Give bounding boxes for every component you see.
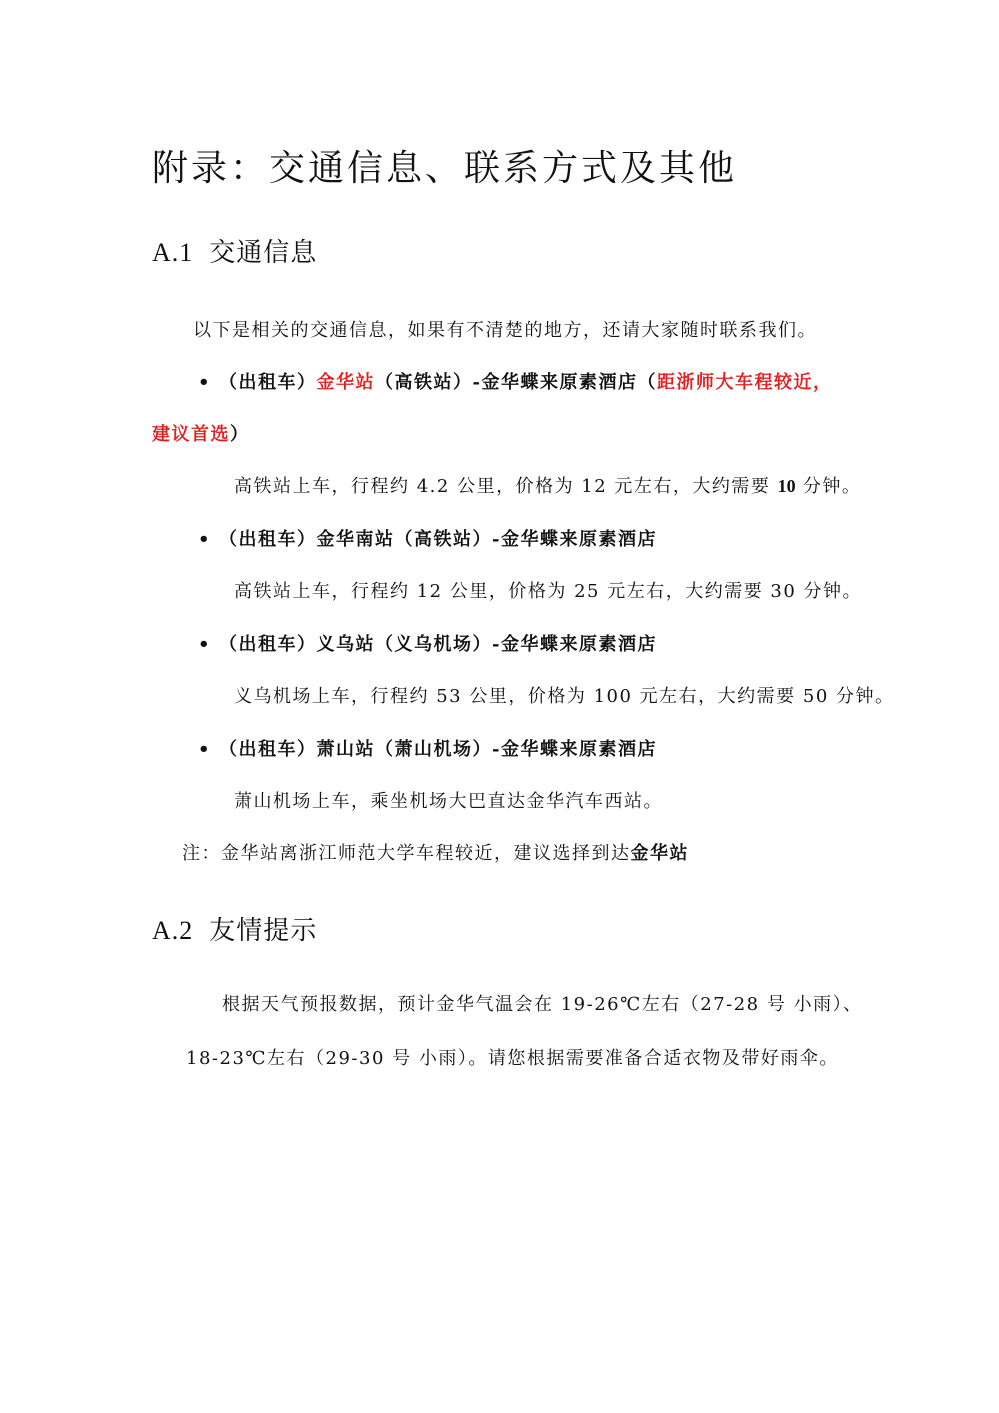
bullet-icon: • <box>198 739 212 760</box>
transport-item-3-detail: 义乌机场上车，行程约 53 公里，价格为 100 元左右，大约需要 50 分钟。 <box>234 686 895 707</box>
transport-item-1 <box>198 368 833 394</box>
section-number: A.2 <box>152 916 194 945</box>
section-title: 交通信息 <box>209 238 318 268</box>
transport-note <box>182 839 689 865</box>
item-recommend-note: 距浙师大车程较近， <box>657 372 833 393</box>
item-label: （出租车）义乌站（义乌机场）-金华蝶来原素酒店 <box>219 634 657 655</box>
item-station: 金华站 <box>316 372 376 393</box>
note-station: 金华站 <box>630 843 689 864</box>
transport-intro: 以下是相关的交通信息，如果有不清楚的地方，还请大家随时联系我们。 <box>193 320 817 341</box>
transport-item-1-cont <box>152 420 250 446</box>
transport-item-2 <box>198 525 657 551</box>
detail-text-end: 分钟。 <box>795 476 862 497</box>
item-close: ） <box>230 424 250 445</box>
transport-item-1-detail <box>234 472 861 498</box>
note-text: 注：金华站离浙江师范大学车程较近，建议选择到达 <box>182 843 631 864</box>
item-label: （出租车）金华南站（高铁站）-金华蝶来原素酒店 <box>219 529 657 550</box>
section-number: A.1 <box>152 238 194 267</box>
item-label: （出租车）萧山站（萧山机场）-金华蝶来原素酒店 <box>219 739 657 760</box>
item-recommend-note-2: 建议首选 <box>152 424 230 445</box>
item-prefix: （出租车） <box>219 372 317 393</box>
section-heading-tips <box>152 910 317 947</box>
section-title: 友情提示 <box>209 916 318 946</box>
detail-text: 高铁站上车，行程约 4.2 公里，价格为 12 元左右，大约需要 <box>234 476 778 497</box>
bullet-icon: • <box>198 529 212 550</box>
weather-line-1: 根据天气预报数据，预计金华气温会在 19-26℃左右（27-28 号 小雨）、 <box>222 994 863 1015</box>
page-title: 附录：交通信息、联系方式及其他 <box>152 148 738 189</box>
transport-item-3 <box>198 630 657 656</box>
weather-line-2: 18-23℃左右（29-30 号 小雨）。请您根据需要准备合适衣物及带好雨伞。 <box>186 1048 839 1069</box>
transport-item-4-detail: 萧山机场上车，乘坐机场大巴直达金华汽车西站。 <box>234 791 663 812</box>
transport-item-2-detail: 高铁站上车，行程约 12 公里，价格为 25 元左右，大约需要 30 分钟。 <box>234 581 863 602</box>
detail-minutes: 10 <box>777 476 796 496</box>
transport-item-4 <box>198 735 657 761</box>
bullet-icon: • <box>198 634 212 655</box>
item-station-suffix: （高铁站）-金华蝶来原素酒店（ <box>375 372 657 393</box>
section-heading-transport <box>152 232 317 269</box>
bullet-icon: • <box>198 372 212 393</box>
